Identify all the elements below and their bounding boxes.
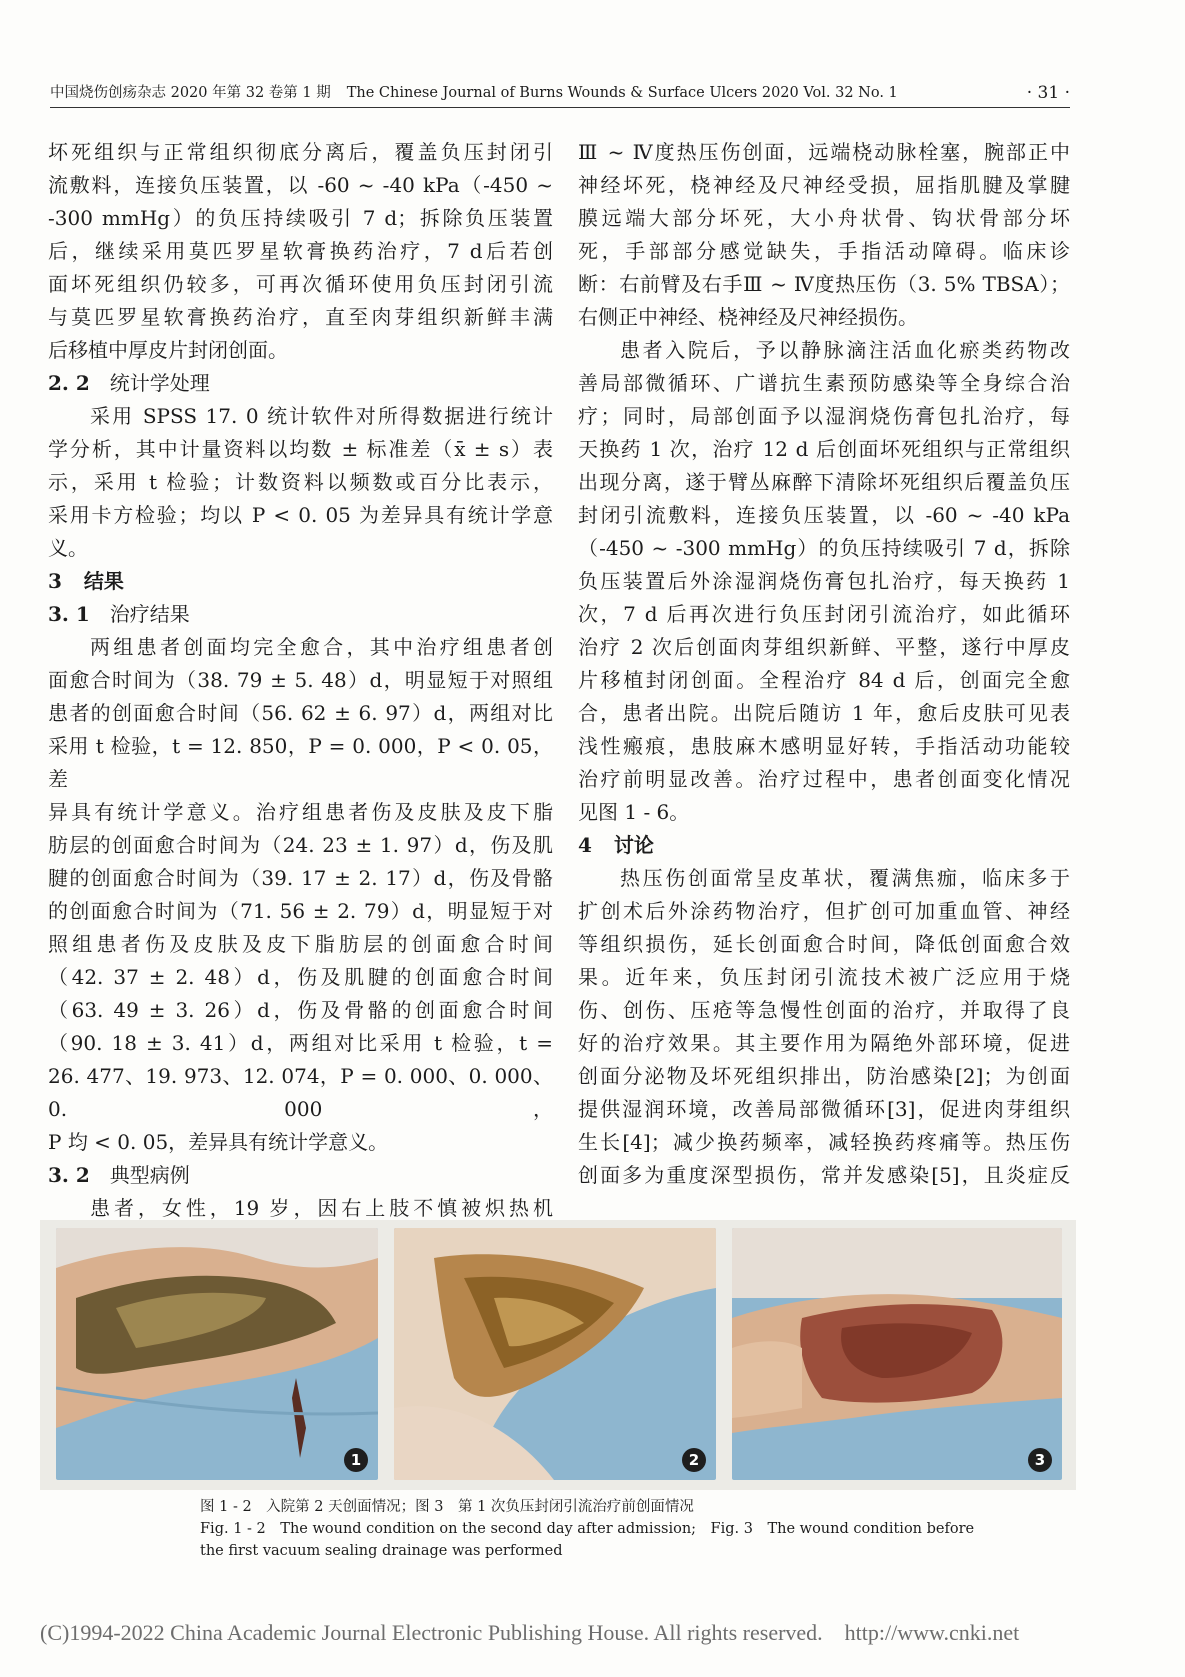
text-line: 的创面愈合时间为（71. 56 ± 2. 79）d，明显短于对 — [48, 899, 553, 923]
section-heading-2-2 — [48, 367, 553, 400]
text-line: 扩创术后外涂药物治疗，但扩创可加重血管、神经 — [578, 899, 1070, 923]
left-column — [48, 136, 553, 1291]
figure-panel — [40, 1220, 1076, 1490]
text-line: 坏死组织与正常组织彻底分离后，覆盖负压封闭引 — [48, 140, 553, 164]
figure-label-1: 1 — [344, 1448, 368, 1472]
text-line: 创面分泌物及坏死组织排出，防治感染[2]；为创面 — [578, 1064, 1070, 1088]
text-line: （90. 18 ± 3. 41）d，两组对比采用 t 检验，t = — [48, 1031, 553, 1055]
text-line: Ⅲ ~ Ⅳ度热压伤创面，远端桡动脉栓塞，腕部正中 — [578, 140, 1070, 164]
header-rule — [50, 107, 1070, 108]
section-title: 典型病例 — [109, 1163, 190, 1187]
caption-en-line-2: the first vacuum sealing drainage was performed — [200, 1543, 563, 1559]
text-line: 患者入院后，予以静脉滴注活血化瘀类药物改 — [620, 338, 1070, 362]
text-line: 治疗 2 次后创面肉芽组织新鲜、平整，遂行中厚皮 — [578, 635, 1070, 659]
section-number: 3 — [48, 569, 62, 593]
wound-photo-2-drawing — [394, 1228, 716, 1480]
text-line: 面愈合时间为（38. 79 ± 5. 48）d，明显短于对照组 — [48, 668, 553, 692]
journal-title-cn: 中国烧伤创疡杂志 2020 年第 32 卷第 1 期 — [50, 85, 331, 101]
paragraph — [48, 631, 553, 1159]
text-line: 采用 SPSS 17. 0 统计软件对所得数据进行统计 — [90, 404, 553, 428]
text-line: 热压伤创面常呈皮革状，覆满焦痂，临床多于 — [620, 866, 1070, 890]
wound-photo-1 — [56, 1228, 378, 1480]
text-line: -300 mmHg）的负压持续吸引 7 d；拆除负压装置 — [48, 206, 553, 230]
section-heading-3-1 — [48, 598, 553, 631]
text-line: 面坏死组织仍较多，可再次循环使用负压封闭引流 — [48, 272, 553, 296]
text-line: 神经坏死，桡神经及尺神经受损，屈指肌腱及掌腱 — [578, 173, 1070, 197]
figure-label-2: 2 — [682, 1448, 706, 1472]
copyright-footer: (C)1994-2022 China Academic Journal Electronic Publishing House. All rights reserved. http://www.cnki.net — [40, 1620, 1020, 1645]
journal-title-en: The Chinese Journal of Burns Wounds & Surface Ulcers 2020 Vol. 32 No. 1 — [346, 85, 898, 101]
text-line: 两组患者创面均完全愈合，其中治疗组患者创 — [90, 635, 553, 659]
figure-label-3: 3 — [1028, 1448, 1052, 1472]
section-title: 讨论 — [613, 833, 654, 857]
wound-photo-1-drawing — [56, 1228, 378, 1480]
paragraph — [48, 400, 553, 565]
text-line: 右侧正中神经、桡神经及尺神经损伤。 — [578, 305, 918, 329]
text-line: 封闭引流敷料，连接负压装置，以 -60 ~ -40 kPa — [578, 503, 1070, 527]
text-line: 异具有统计学意义。治疗组患者伤及皮肤及皮下脂 — [48, 800, 553, 824]
text-line: 创面多为重度深型损伤，常并发感染[5]，且炎症反 — [578, 1163, 1070, 1187]
text-line: 出现分离，遂于臂丛麻醉下清除坏死组织后覆盖负压 — [578, 470, 1070, 494]
text-line: 肪层的创面愈合时间为（24. 23 ± 1. 97）d，伤及肌 — [48, 833, 553, 857]
text-line: （63. 49 ± 3. 26）d，伤及骨骼的创面愈合时间 — [48, 998, 553, 1022]
text-line: 治疗前明显改善。治疗过程中，患者创面变化情况 — [578, 767, 1070, 791]
section-heading-4 — [578, 829, 1070, 862]
wound-photo-2 — [394, 1228, 716, 1480]
paragraph — [578, 862, 1070, 1192]
text-line: （42. 37 ± 2. 48）d，伤及肌腱的创面愈合时间 — [48, 965, 553, 989]
caption-cn: 图 1 - 2 入院第 2 天创面情况；图 3 第 1 次负压封闭引流治疗前创面情况 — [200, 1499, 694, 1515]
text-line: 疗；同时，局部创面予以湿润烧伤膏包扎治疗，每 — [578, 404, 1070, 428]
text-line: 26. 477、19. 973、12. 074，P = 0. 000、0. 000、0. 000， — [48, 1064, 553, 1121]
section-number: 3. 1 — [48, 602, 90, 626]
text-line: 天换药 1 次，治疗 12 d 后创面坏死组织与正常组织 — [578, 437, 1070, 461]
text-line: 负压装置后外涂湿润烧伤膏包扎治疗，每天换药 1 — [578, 569, 1070, 593]
text-line: 好的治疗效果。其主要作用为隔绝外部环境，促进 — [578, 1031, 1070, 1055]
journal-title — [50, 82, 898, 104]
text-line: 采用卡方检验；均以 P < 0. 05 为差异具有统计学意义。 — [48, 503, 553, 560]
text-line: 断：右前臂及右手Ⅲ ~ Ⅳ度热压伤（3. 5% TBSA）； — [578, 272, 1070, 296]
section-title: 治疗结果 — [109, 602, 190, 626]
text-line: 等组织损伤，延长创面愈合时间，降低创面愈合效 — [578, 932, 1070, 956]
caption-en-line-1: Fig. 1 - 2 The wound condition on the second day after admission; Fig. 3 The wound condition before — [200, 1521, 975, 1537]
text-line: 合，患者出院。出院后随访 1 年，愈后皮肤可见表 — [578, 701, 1070, 725]
text-line: 提供湿润环境，改善局部微循环[3]，促进肉芽组织 — [578, 1097, 1070, 1121]
text-line: （-450 ~ -300 mmHg）的负压持续吸引 7 d，拆除 — [578, 536, 1070, 560]
text-line: 患者的创面愈合时间（56. 62 ± 6. 97）d，两组对比 — [48, 701, 553, 725]
text-line: 生长[4]；减少换药频率，减轻换药疼痛等。热压伤 — [578, 1130, 1070, 1154]
text-line: 照组患者伤及皮肤及皮下脂肪层的创面愈合时间 — [48, 932, 553, 956]
paragraph — [578, 136, 1070, 334]
text-line: 次，7 d 后再次进行负压封闭引流治疗，如此循环 — [578, 602, 1070, 626]
section-heading-3 — [48, 565, 553, 598]
text-line: 膜远端大部分坏死，大小舟状骨、钩状骨部分坏 — [578, 206, 1070, 230]
section-number: 3. 2 — [48, 1163, 90, 1187]
text-line: 死，手部部分感觉缺失，手指活动障碍。临床诊 — [578, 239, 1070, 263]
section-heading-3-2 — [48, 1159, 553, 1192]
running-header — [50, 82, 1070, 108]
text-line: 患者，女性，19 岁，因右上肢不慎被炽热机 — [90, 1196, 553, 1220]
section-number: 4 — [578, 833, 592, 857]
text-line: 善局部微循环、广谱抗生素预防感染等全身综合治 — [578, 371, 1070, 395]
section-title: 统计学处理 — [109, 371, 210, 395]
section-title: 结果 — [83, 569, 124, 593]
text-line: 见图 1 - 6。 — [578, 800, 690, 824]
text-line: 后，继续采用莫匹罗星软膏换药治疗，7 d后若创 — [48, 239, 553, 263]
wound-photo-3 — [732, 1228, 1062, 1480]
section-number: 2. 2 — [48, 371, 90, 395]
paragraph — [48, 136, 553, 367]
text-line: P 均 < 0. 05，差异具有统计学意义。 — [48, 1130, 389, 1154]
wound-photo-3-drawing — [732, 1228, 1062, 1480]
text-line: 后移植中厚皮片封闭创面。 — [48, 338, 288, 362]
text-line: 腱的创面愈合时间为（39. 17 ± 2. 17）d，伤及骨骼 — [48, 866, 553, 890]
paragraph — [578, 334, 1070, 829]
text-line: 采用 t 检验，t = 12. 850，P = 0. 000，P < 0. 05，差 — [48, 734, 553, 791]
text-line: 伤、创伤、压疮等急慢性创面的治疗，并取得了良 — [578, 998, 1070, 1022]
text-line: 浅性瘢痕，患肢麻木感明显好转，手指活动功能较 — [578, 734, 1070, 758]
text-line: 学分析，其中计量资料以均数 ± 标准差（x̄ ± s）表 — [48, 437, 553, 461]
text-line: 片移植封闭创面。全程治疗 84 d 后，创面完全愈 — [578, 668, 1070, 692]
text-line: 果。近年来，负压封闭引流技术被广泛应用于烧 — [578, 965, 1070, 989]
text-line: 示，采用 t 检验；计数资料以频数或百分比表示， — [48, 470, 553, 494]
text-line: 与莫匹罗星软膏换药治疗，直至肉芽组织新鲜丰满 — [48, 305, 553, 329]
page-number: · 31 · — [1026, 83, 1070, 103]
right-column — [578, 136, 1070, 1192]
figure-caption — [200, 1496, 1060, 1562]
text-line: 流敷料，连接负压装置，以 -60 ~ -40 kPa（-450 ~ — [48, 173, 553, 197]
